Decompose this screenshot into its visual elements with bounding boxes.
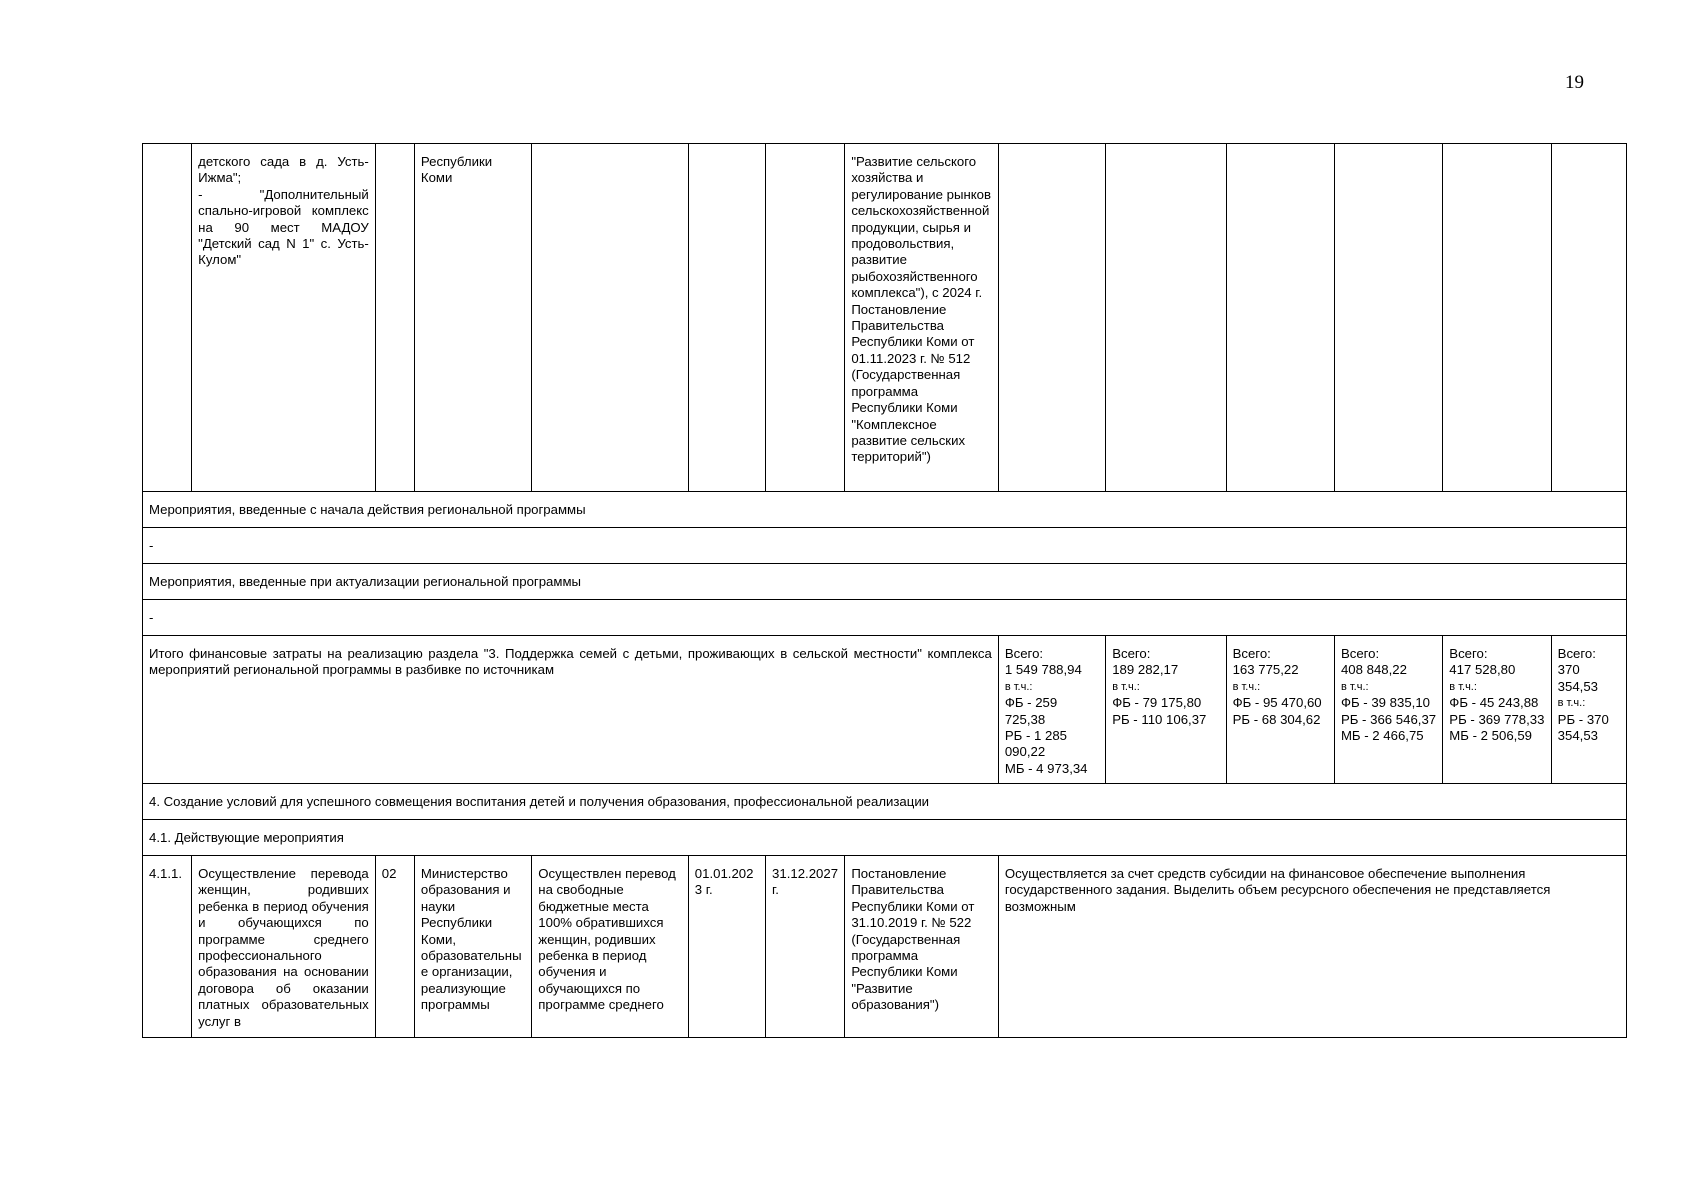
total-sum: 163 775,22	[1232, 662, 1299, 678]
introduced-update-value: -	[143, 600, 1627, 636]
total-rb: РБ - 110 106,37	[1112, 711, 1207, 727]
introduced-start-value: -	[143, 528, 1627, 564]
continuation-row	[143, 144, 1627, 492]
total-title: Всего:	[1232, 646, 1271, 661]
total-sum: 408 848,22	[1340, 662, 1407, 678]
total-incl: в т.ч.:	[1112, 680, 1140, 693]
total-incl: в т.ч.:	[1340, 680, 1369, 693]
continued-measure-name: детского сада в д. Усть-Ижма"; - "Дополнительный спально-игровой комплекс на 90 мест МАДОУ "Детский сад N 1" с. Усть-Кулом"	[192, 144, 376, 492]
total-mb: МБ - 4 973,34	[1004, 760, 1088, 776]
section-row	[143, 784, 1627, 820]
page-number: 19	[1565, 72, 1584, 93]
total-mb: МБ - 2 506,59	[1449, 728, 1532, 744]
total-sum: 189 282,17	[1112, 662, 1179, 678]
continued-basis: "Развитие сельского хозяйства и регулирование рынков сельскохозяйственной продукции, сырья и продовольствия, развитие рыбохозяйственного комплекса"), с 2024 г. Постановление Правительства Республики Коми от 01.11.2023 г. № 512 (Государственная программа Республики Коми "Комплексное развитие сельских территорий")	[845, 144, 999, 492]
section4-title: 4. Создание условий для успешного совмещения воспитания детей и получения образования, профессиональной реализации	[143, 784, 1627, 820]
total-rb: РБ - 1 285 090,22	[1004, 728, 1067, 760]
measure-code: 02	[375, 856, 414, 1038]
total-fb: ФБ - 95 470,60	[1232, 695, 1322, 711]
measures-table	[142, 143, 1627, 1038]
total-incl: в т.ч.:	[1232, 680, 1261, 693]
total-rb: РБ - 370 354,53	[1557, 711, 1609, 744]
total-column	[1106, 636, 1226, 784]
measure-financing: Осуществляется за счет средств субсидии на финансовое обеспечение выполнения государственного задания. Выделить объем ресурсного обеспечения не представляется возможным	[998, 856, 1626, 1038]
measure-result: Осуществлен перевод на свободные бюджетные места 100% обратившихся женщин, родивших ребенка в период обучения и обучающихся по программе среднего	[532, 856, 689, 1038]
total-rb: РБ - 369 778,33	[1449, 711, 1545, 727]
total-incl: в т.ч.:	[1557, 697, 1586, 710]
section-row	[143, 600, 1627, 636]
continued-executor: Республики Коми	[414, 144, 531, 492]
introduced-update-heading: Мероприятия, введенные при актуализации региональной программы	[143, 564, 1627, 600]
total-fb: ФБ - 45 243,88	[1449, 695, 1539, 711]
total-column	[1334, 636, 1442, 784]
section-row	[143, 564, 1627, 600]
total-sum: 417 528,80	[1449, 662, 1516, 678]
total-rb: РБ - 68 304,62	[1232, 711, 1321, 727]
measure-row-4-1-1	[143, 856, 1627, 1038]
total-column	[998, 636, 1105, 784]
totals-label: Итого финансовые затраты на реализацию раздела "3. Поддержка семей с детьми, проживающих в сельской местности" комплекса мероприятий региональной программы в разбивке по источникам	[143, 636, 999, 784]
total-incl: в т.ч.:	[1004, 680, 1033, 693]
total-column	[1443, 636, 1551, 784]
total-title: Всего:	[1449, 646, 1488, 661]
total-incl: в т.ч.:	[1449, 680, 1477, 693]
total-column	[1551, 636, 1626, 784]
total-fb: ФБ - 39 835,10	[1340, 695, 1431, 711]
measure-basis: Постановление Правительства Республики Коми от 31.10.2019 г. № 522 (Государственная программа Республики Коми "Развитие образования")	[845, 856, 999, 1038]
total-column	[1226, 636, 1334, 784]
total-fb: ФБ - 259 725,38	[1004, 695, 1058, 727]
total-title: Всего:	[1557, 646, 1596, 661]
section-row	[143, 528, 1627, 564]
total-rb: РБ - 366 546,37	[1340, 711, 1437, 727]
totals-row	[143, 636, 1627, 784]
total-title: Всего:	[1112, 646, 1151, 661]
measure-start-date: 01.01.2023 г.	[688, 856, 765, 1038]
section-row	[143, 492, 1627, 528]
total-sum: 1 549 788,94	[1004, 662, 1082, 678]
total-title: Всего:	[1004, 646, 1044, 661]
introduced-start-heading: Мероприятия, введенные с начала действия региональной программы	[143, 492, 1627, 528]
section4-subtitle: 4.1. Действующие мероприятия	[143, 820, 1627, 856]
total-sum: 370 354,53	[1557, 662, 1598, 694]
total-mb: МБ - 2 466,75	[1340, 728, 1424, 744]
measure-number: 4.1.1.	[143, 856, 192, 1038]
measure-end-date: 31.12.2027 г.	[766, 856, 845, 1038]
measure-executor: Министерство образования и науки Республики Коми, образовательные организации, реализующие программы	[414, 856, 531, 1038]
section-row	[143, 820, 1627, 856]
measure-name: Осуществление перевода женщин, родивших ребенка в период обучения и обучающихся по программе среднего профессионального образования на основании договора об оказании платных образовательных услуг в	[192, 856, 376, 1038]
total-title: Всего:	[1340, 646, 1380, 661]
total-fb: ФБ - 79 175,80	[1112, 695, 1202, 711]
